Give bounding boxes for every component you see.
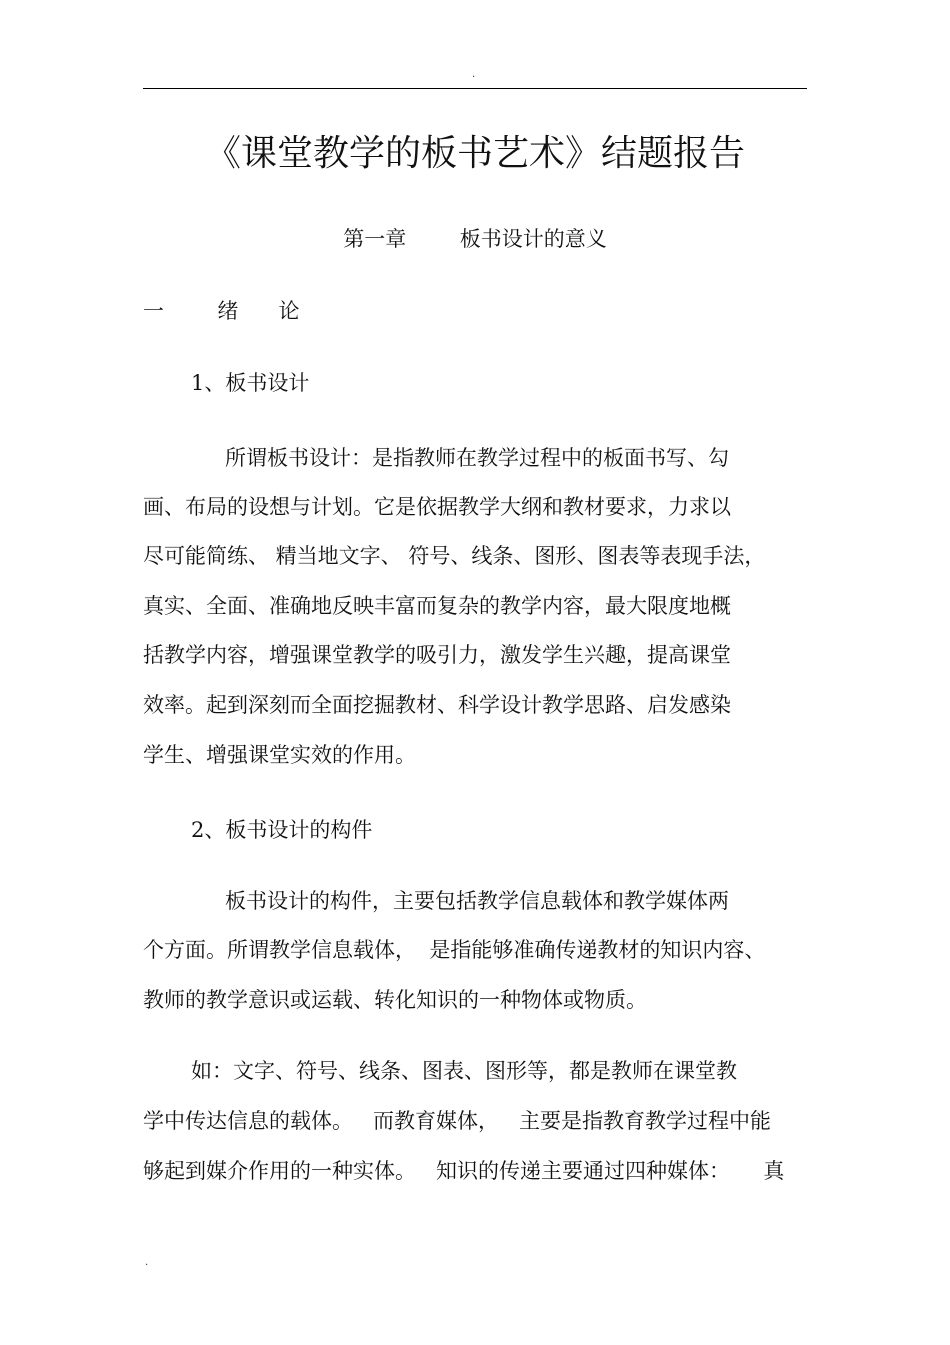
- paragraph-1-line-4: 真实、全面、准确地反映丰富而复杂的教学内容，最大限度地概: [143, 594, 731, 618]
- paragraph-3-line-2: 学中传达信息的载体。 而教育媒体， 主要是指教育教学过程中能: [143, 1109, 772, 1133]
- paragraph-1-line-6: 效率。起到深刻而全面挖掘教材、科学设计教学思路、启发感染: [143, 693, 731, 717]
- section-heading: 一 绪 论: [143, 299, 300, 323]
- paragraph-1-line-3: 尽可能简练、 精当地文字、 符号、线条、图形、图表等表现手法，: [143, 544, 766, 568]
- paragraph-1-line-7: 学生、增强课堂实效的作用。: [143, 743, 416, 767]
- document-title: 《课堂教学的板书艺术》结题报告: [204, 133, 745, 174]
- paragraph-1-line-2: 画、布局的设想与计划。它是依据教学大纲和教材要求，力求以: [143, 495, 731, 519]
- item-1-heading: 1、板书设计: [191, 371, 310, 395]
- chapter-heading: 第一章 板书设计的意义: [343, 227, 607, 251]
- paragraph-2-line-2: 个方面。所谓教学信息载体， 是指能够准确传递教材的知识内容、: [143, 938, 766, 962]
- paragraph-3-line-1: 如：文字、符号、线条、图表、图形等，都是教师在课堂教: [191, 1059, 737, 1083]
- item-2-heading: 2、板书设计的构件: [191, 818, 373, 842]
- paragraph-1-line-5: 括教学内容，增强课堂教学的吸引力，激发学生兴趣，提高课堂: [143, 643, 731, 667]
- paragraph-2-line-1: 板书设计的构件，主要包括教学信息载体和教学媒体两: [225, 889, 729, 913]
- header-dot: .: [472, 69, 476, 80]
- paragraph-2-line-3: 教师的教学意识或运载、转化知识的一种物体或物质。: [143, 988, 647, 1012]
- footer-dot: .: [145, 1257, 149, 1268]
- paragraph-1-line-1: 所谓板书设计：是指教师在教学过程中的板面书写、勾: [225, 446, 729, 470]
- header-rule: [143, 88, 807, 89]
- paragraph-3-line-3: 够起到媒介作用的一种实体。 知识的传递主要通过四种媒体： 真: [143, 1159, 785, 1183]
